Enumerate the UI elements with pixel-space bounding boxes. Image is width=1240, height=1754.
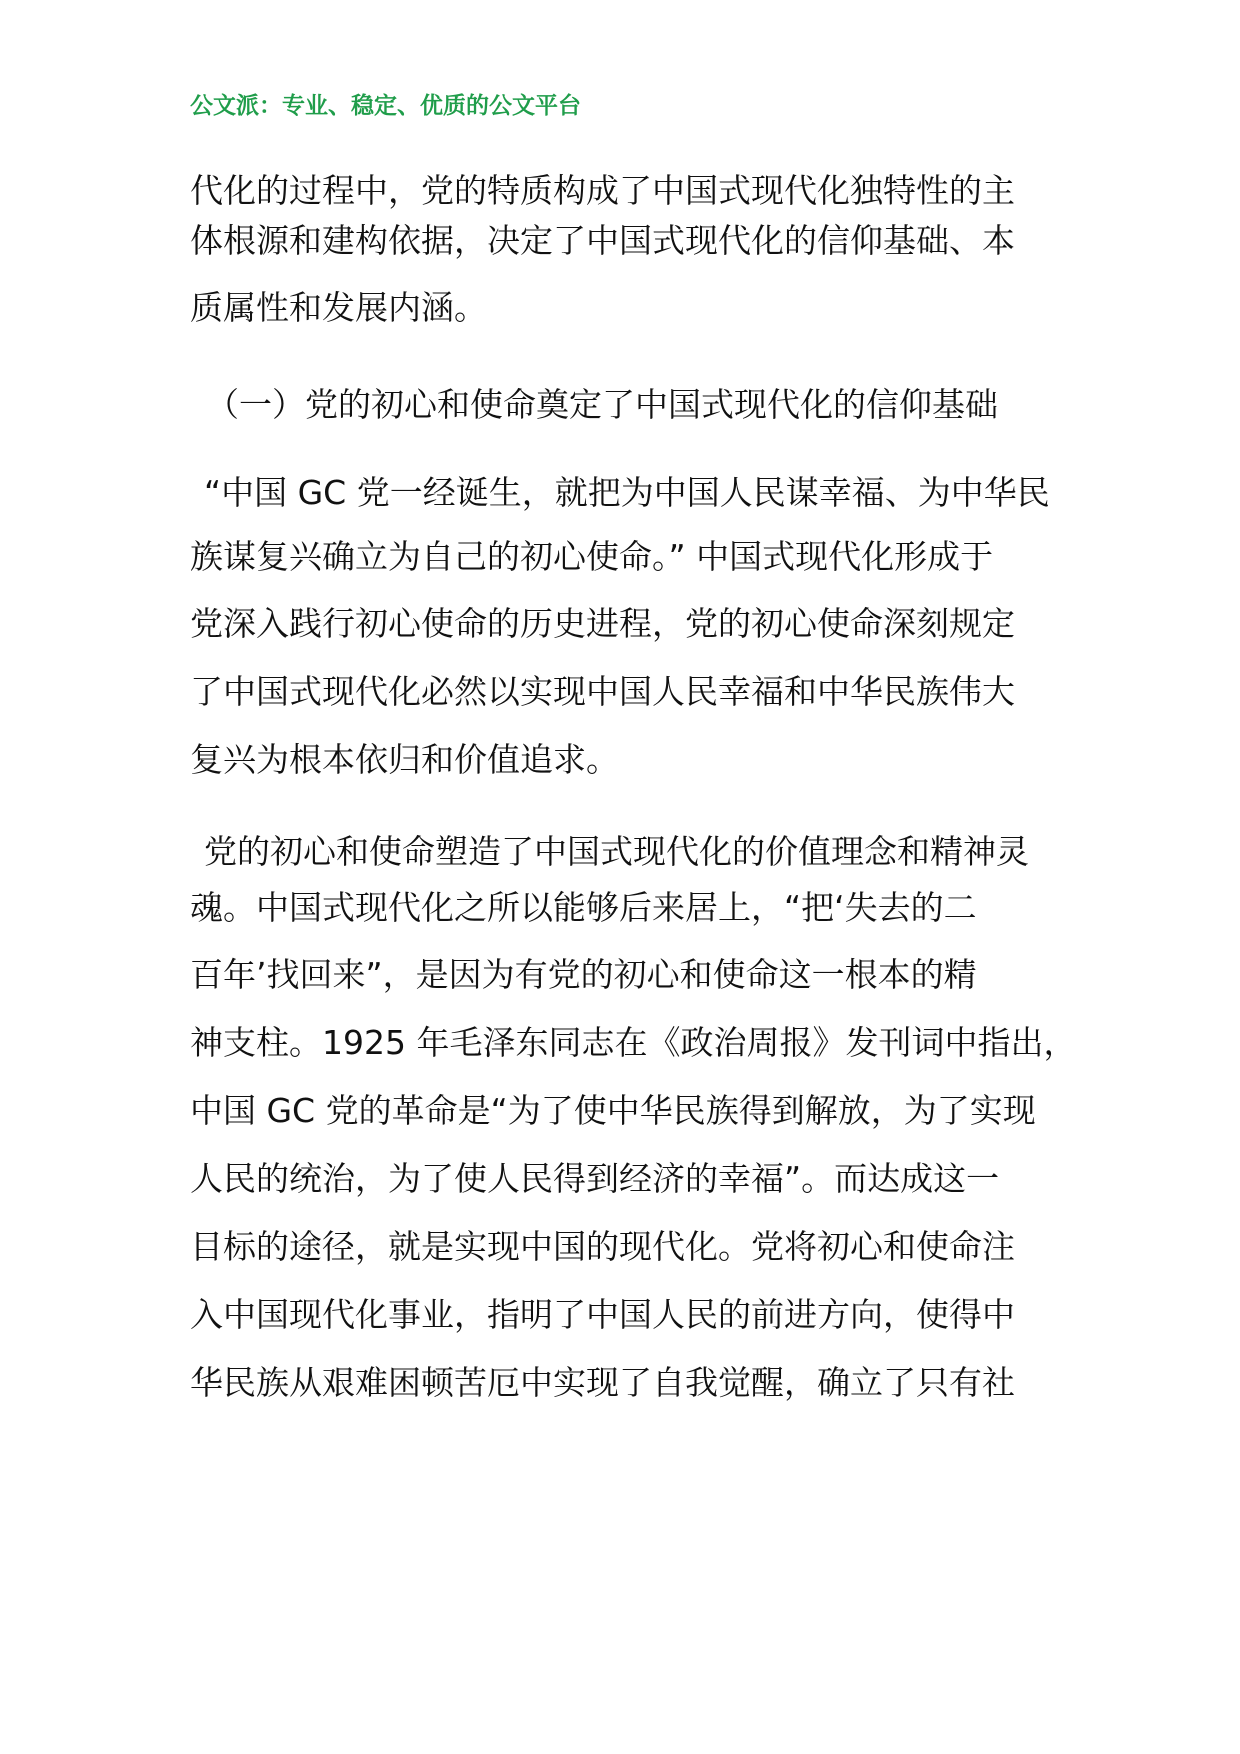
page-header: 公文派：专业、稳定、优质的公文平台 — [190, 93, 581, 119]
paragraph-line: 中国 GC 党的革命是“为了使中华民族得到解放，为了实现 — [190, 1091, 1036, 1130]
paragraph-line: 族谋复兴确立为自己的初心使命。” 中国式现代化形成于 — [190, 537, 994, 576]
paragraph-line: 目标的途径，就是实现中国的现代化。党将初心和使命注 — [190, 1227, 1015, 1266]
paragraph-line: 神支柱。1925 年毛泽东同志在《政治周报》发刊词中指出， — [190, 1023, 1077, 1062]
paragraph-line: “中国 GC 党一经诞生，就把为中国人民谋幸福、为中华民 — [204, 473, 1050, 512]
paragraph-line: 入中国现代化事业，指明了中国人民的前进方向，使得中 — [190, 1295, 1015, 1334]
section-heading: （一）党的初心和使命奠定了中国式现代化的信仰基础 — [206, 385, 998, 424]
paragraph-line: 党深入践行初心使命的历史进程，党的初心使命深刻规定 — [190, 604, 1015, 643]
paragraph-line: 代化的过程中，党的特质构成了中国式现代化独特性的主 — [190, 171, 1015, 210]
paragraph-line: 体根源和建构依据，决定了中国式现代化的信仰基础、本 — [190, 221, 1015, 260]
paragraph-line: 魂。中国式现代化之所以能够后来居上，“把‘失去的二 — [190, 888, 977, 927]
paragraph-line: 百年’找回来”，是因为有党的初心和使命这一根本的精 — [190, 955, 977, 994]
paragraph-line: 复兴为根本依归和价值追求。 — [190, 740, 619, 779]
paragraph-line: 了中国式现代化必然以实现中国人民幸福和中华民族伟大 — [190, 672, 1015, 711]
paragraph-line: 党的初心和使命塑造了中国式现代化的价值理念和精神灵 — [204, 832, 1029, 871]
paragraph-line: 人民的统治，为了使人民得到经济的幸福”。而达成这一 — [190, 1159, 1000, 1198]
paragraph-line: 华民族从艰难困顿苦厄中实现了自我觉醒，确立了只有社 — [190, 1363, 1015, 1402]
paragraph-line: 质属性和发展内涵。 — [190, 288, 487, 327]
